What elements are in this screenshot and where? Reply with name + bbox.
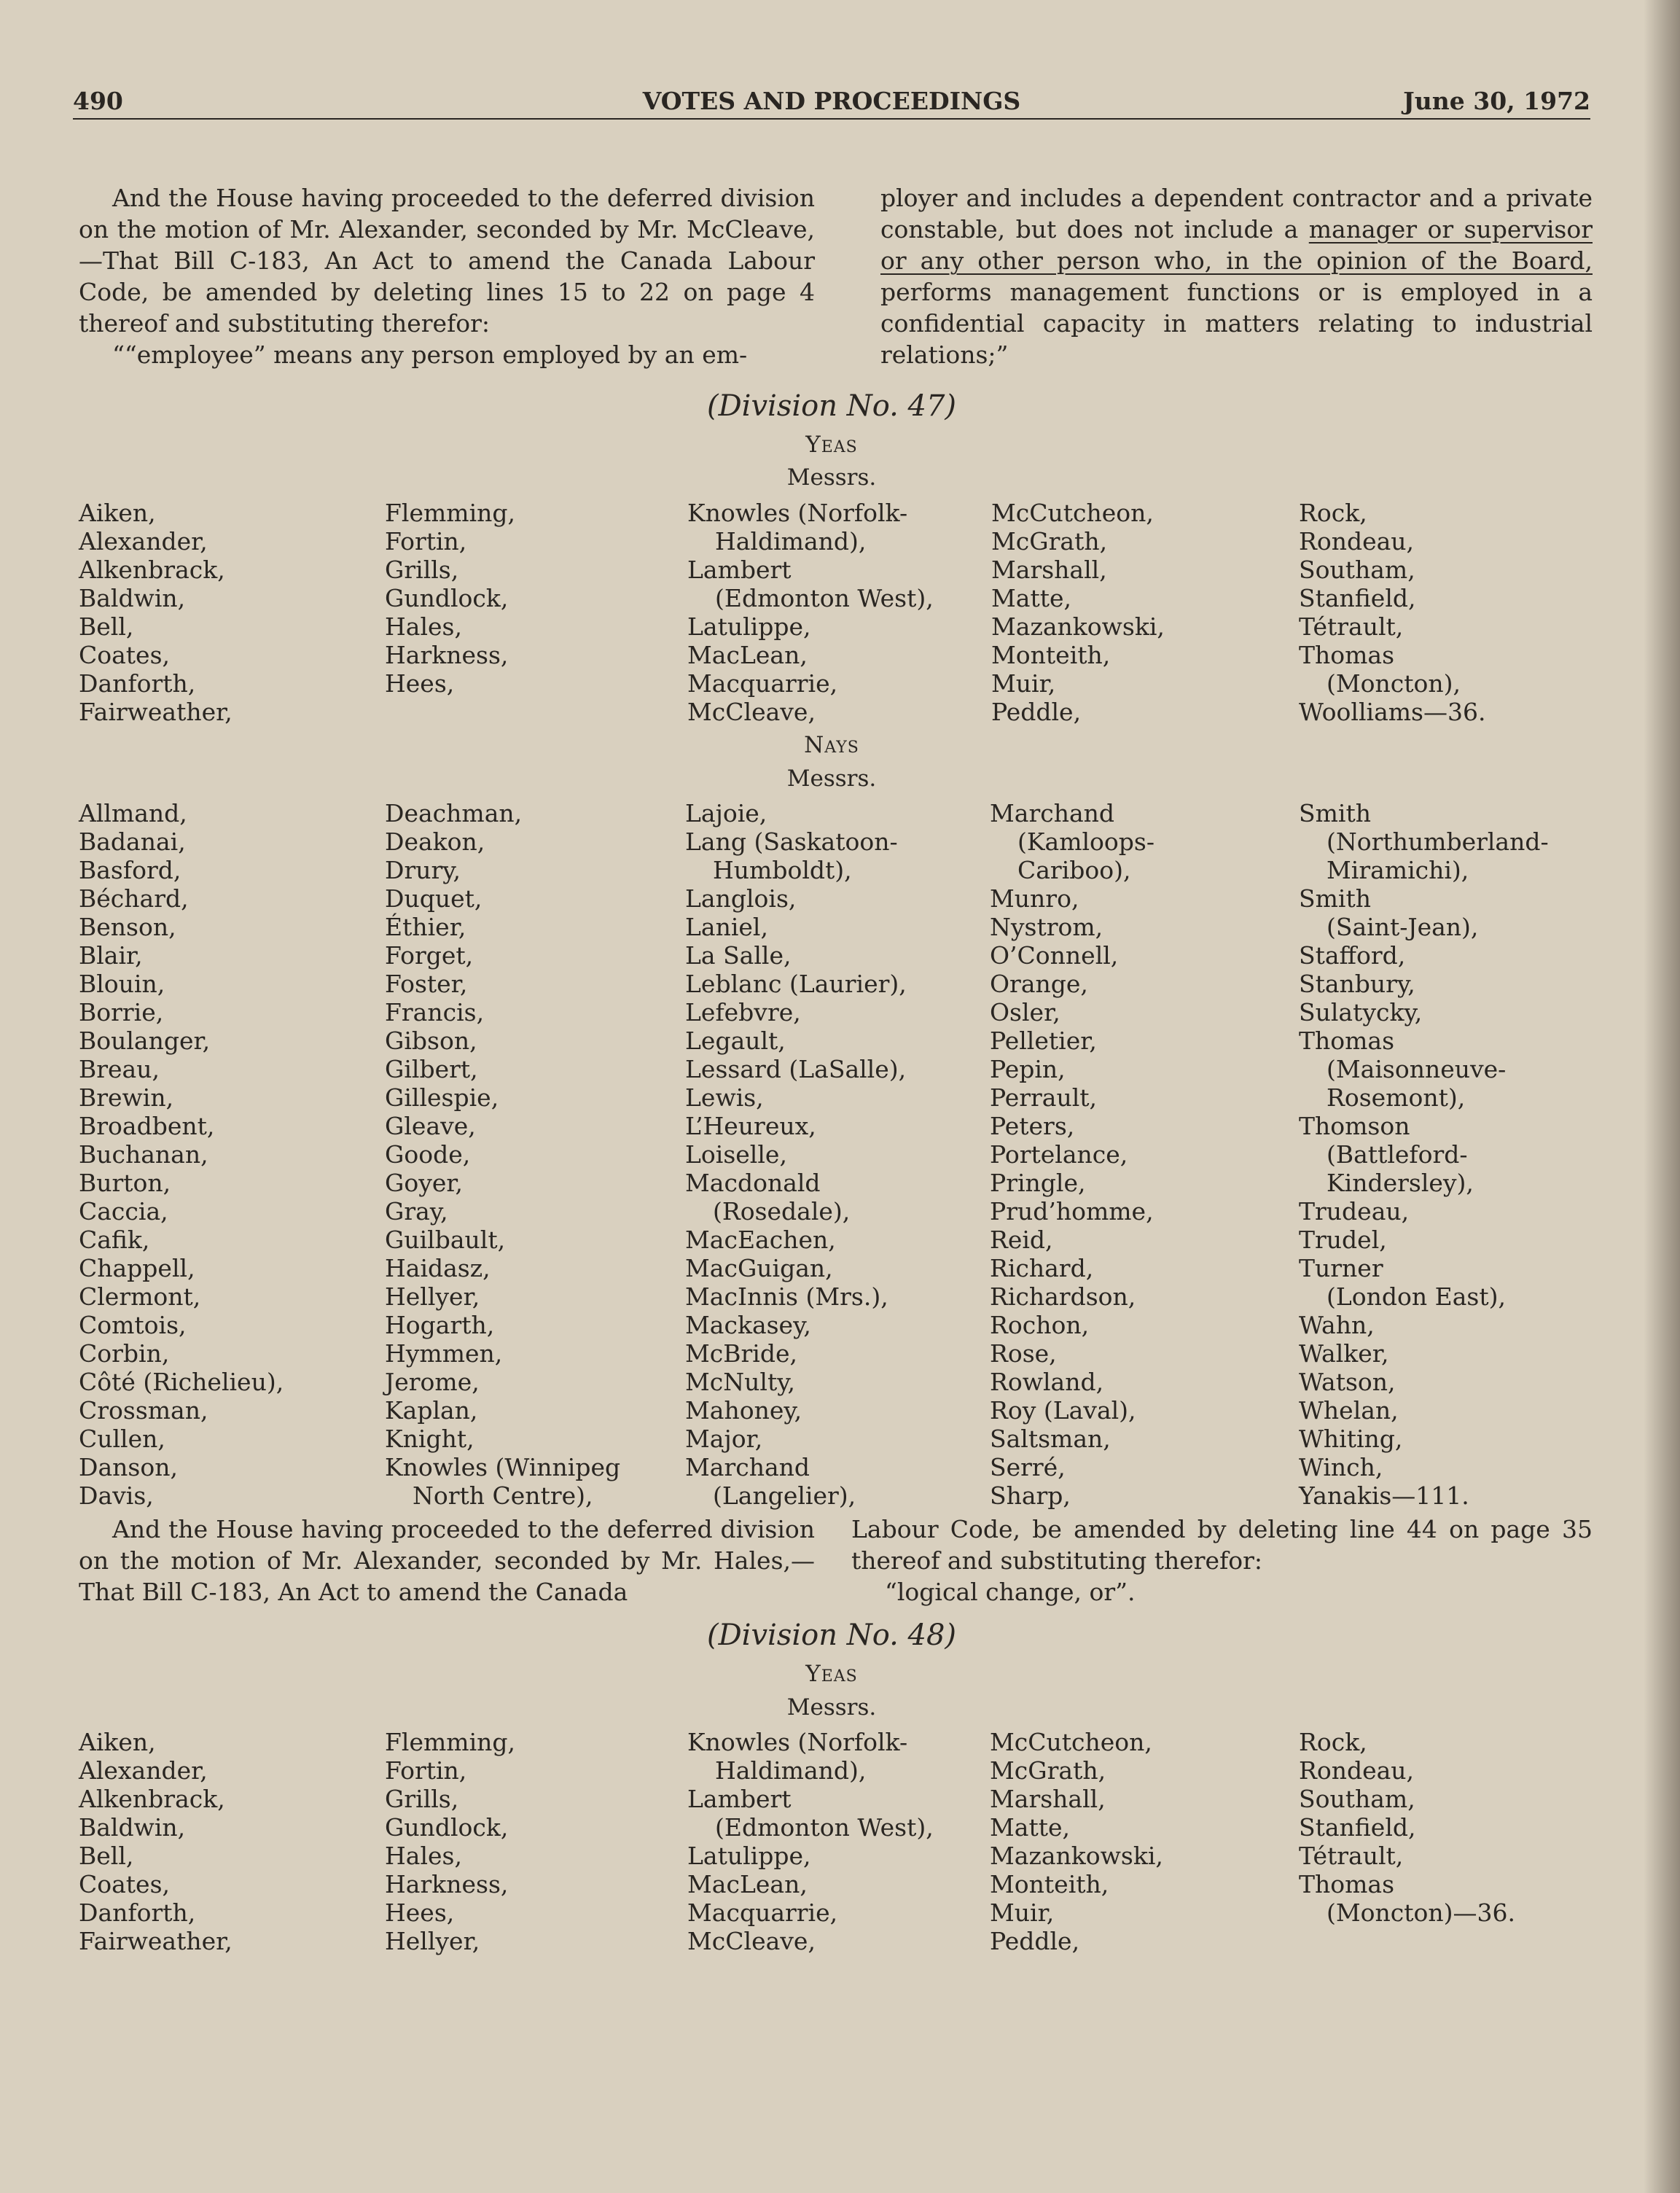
member-name: Loiselle,: [685, 1140, 787, 1169]
member-name: Haldimand),: [715, 527, 867, 556]
division-47-yeas-col-2: [385, 499, 515, 698]
member-name: McGrath,: [991, 527, 1108, 556]
member-name: Stafford,: [1299, 941, 1406, 970]
member-name: McBride,: [685, 1339, 797, 1368]
member-name: Rochon,: [990, 1311, 1090, 1339]
member-name: (Northumberland-: [1327, 827, 1549, 856]
member-name: McNulty,: [685, 1368, 795, 1396]
member-name: Rosemont),: [1327, 1083, 1466, 1112]
member-name: Marchand: [685, 1453, 810, 1481]
member-name: Fairweather,: [79, 698, 233, 726]
member-name: Lajoie,: [685, 799, 767, 827]
member-name: Aiken,: [79, 1728, 156, 1756]
member-name: Woolliams—36.: [1299, 698, 1486, 726]
member-name: Broadbent,: [79, 1112, 215, 1140]
member-name: Whelan,: [1299, 1396, 1399, 1425]
member-name: Breau,: [79, 1055, 160, 1083]
division-47-nays-col-5: [1299, 799, 1549, 1510]
member-name: Kindersley),: [1327, 1169, 1474, 1197]
member-name: Perrault,: [990, 1083, 1098, 1112]
member-name: Drury,: [385, 856, 461, 884]
member-name: Yanakis—111.: [1299, 1481, 1469, 1510]
member-name: North Centre),: [413, 1481, 593, 1510]
member-name: Knight,: [385, 1425, 474, 1453]
member-name: Knowles (Norfolk-: [687, 499, 908, 527]
member-name: Prud’homme,: [990, 1197, 1154, 1226]
member-name: Monteith,: [990, 1870, 1109, 1898]
member-name: Macquarrie,: [687, 669, 838, 698]
member-name: Southam,: [1299, 556, 1415, 584]
member-name: Tétrault,: [1299, 1842, 1404, 1870]
member-name: Serré,: [990, 1453, 1066, 1481]
member-name: Sulatycky,: [1299, 998, 1423, 1027]
division-47-nays-col-1: [79, 799, 284, 1510]
member-name: Gundlock,: [385, 1813, 509, 1842]
member-name: Mazankowski,: [991, 612, 1165, 641]
motion-1-continuation: ployer and includes a dependent contractor and a private constable, but does not include a manager or supervisor or any other person who, in the opinion of the Board, performs management functions or is employed in a confidential capacity in matters relating to industrial relations;”: [880, 184, 1593, 369]
division-47-nays-col-2: [385, 799, 620, 1510]
motion-1-quote: ““employee” means any person employed by an em-: [112, 340, 748, 369]
page-number: 490: [73, 87, 123, 115]
member-name: Turner: [1299, 1254, 1383, 1282]
member-name: Aiken,: [79, 499, 156, 527]
member-name: Thomson: [1299, 1112, 1410, 1140]
member-name: Cullen,: [79, 1425, 165, 1453]
page-header: [73, 86, 1590, 120]
member-name: Smith: [1299, 799, 1371, 827]
member-name: Alexander,: [79, 1756, 208, 1785]
page-date: June 30, 1972: [1403, 87, 1590, 115]
member-name: Matte,: [990, 1813, 1071, 1842]
member-name: Knowles (Norfolk-: [687, 1728, 908, 1756]
member-name: Clermont,: [79, 1282, 201, 1311]
division-47-yeas-messrs: Messrs.: [786, 464, 877, 491]
member-name: Thomas: [1299, 641, 1395, 669]
member-name: Sharp,: [990, 1481, 1071, 1510]
member-name: Grills,: [385, 1785, 459, 1813]
member-name: McCleave,: [687, 698, 816, 726]
member-name: L’Heureux,: [685, 1112, 816, 1140]
member-name: Hales,: [385, 612, 462, 641]
member-name: Fortin,: [385, 527, 467, 556]
division-47-nays-col-4: [990, 799, 1154, 1510]
member-name: Bell,: [79, 1842, 134, 1870]
member-name: Richard,: [990, 1254, 1094, 1282]
member-name: McCutcheon,: [990, 1728, 1152, 1756]
member-name: Comtois,: [79, 1311, 187, 1339]
motion-1-left: [79, 182, 815, 370]
member-name: Allmand,: [79, 799, 187, 827]
member-name: Marchand: [990, 799, 1115, 827]
member-name: Knowles (Winnipeg: [385, 1453, 621, 1481]
member-name: Wahn,: [1299, 1311, 1375, 1339]
member-name: MacGuigan,: [685, 1254, 833, 1282]
member-name: Mazankowski,: [990, 1842, 1163, 1870]
motion-1-text: And the House having proceeded to the deferred division on the motion of Mr. Alexander, seconded by Mr. McCleave,—That Bill C-183, An Act to amend the Canada Labour Code, be amended by deleting lines 15 to 22 on page 4 thereof and substituting therefor:: [79, 184, 815, 338]
member-name: Benson,: [79, 913, 176, 941]
member-name: Hees,: [385, 669, 455, 698]
member-name: Alkenbrack,: [79, 556, 225, 584]
member-name: Trudeau,: [1299, 1197, 1410, 1226]
member-name: Muir,: [990, 1898, 1055, 1927]
member-name: Hellyer,: [385, 1282, 480, 1311]
member-name: Basford,: [79, 856, 181, 884]
member-name: Miramichi),: [1327, 856, 1469, 884]
member-name: McCleave,: [687, 1927, 816, 1955]
member-name: Blouin,: [79, 970, 165, 998]
member-name: Legault,: [685, 1027, 786, 1055]
member-name: Thomas: [1299, 1027, 1395, 1055]
member-name: Stanfield,: [1299, 584, 1416, 612]
member-name: Macdonald: [685, 1169, 821, 1197]
member-name: Bell,: [79, 612, 134, 641]
member-name: Gillespie,: [385, 1083, 499, 1112]
division-48-yeas-label: Yeas: [805, 1661, 858, 1687]
member-name: (London East),: [1327, 1282, 1506, 1311]
member-name: Gibson,: [385, 1027, 477, 1055]
member-name: Harkness,: [385, 641, 509, 669]
member-name: Gray,: [385, 1197, 448, 1226]
division-47-nays-label: Nays: [804, 732, 859, 758]
motion-2-left: [79, 1514, 815, 1608]
member-name: Portelance,: [990, 1140, 1128, 1169]
member-name: Flemming,: [385, 499, 515, 527]
member-name: (Moncton),: [1327, 669, 1461, 698]
member-name: Boulanger,: [79, 1027, 211, 1055]
division-47-nays-col-3: [685, 799, 907, 1510]
member-name: Gleave,: [385, 1112, 476, 1140]
member-name: Lambert: [687, 556, 792, 584]
member-name: Rock,: [1299, 499, 1367, 527]
member-name: Buchanan,: [79, 1140, 208, 1169]
member-name: McGrath,: [990, 1756, 1106, 1785]
member-name: Brewin,: [79, 1083, 174, 1112]
division-47-yeas-col-1: [79, 499, 233, 726]
member-name: (Kamloops-: [1017, 827, 1154, 856]
member-name: Marshall,: [990, 1785, 1106, 1813]
motion-2-right: [851, 1514, 1593, 1608]
member-name: (Rosedale),: [713, 1197, 851, 1226]
member-name: (Edmonton West),: [715, 1813, 934, 1842]
member-name: Lambert: [687, 1785, 792, 1813]
member-name: Blair,: [79, 941, 143, 970]
motion-2-continuation: Labour Code, be amended by deleting line 44 on page 35 thereof and substituting therefor:: [851, 1515, 1593, 1575]
member-name: Smith: [1299, 884, 1371, 913]
division-48-yeas-col-1: [79, 1728, 233, 1955]
member-name: Rondeau,: [1299, 1756, 1415, 1785]
member-name: Lessard (LaSalle),: [685, 1055, 907, 1083]
member-name: Deakon,: [385, 827, 485, 856]
member-name: Peters,: [990, 1112, 1075, 1140]
member-name: Reid,: [990, 1226, 1053, 1254]
member-name: La Salle,: [685, 941, 792, 970]
member-name: Francis,: [385, 998, 485, 1027]
member-name: Whiting,: [1299, 1425, 1403, 1453]
member-name: Rose,: [990, 1339, 1057, 1368]
member-name: (Battleford-: [1327, 1140, 1468, 1169]
member-name: (Edmonton West),: [715, 584, 934, 612]
member-name: Macquarrie,: [687, 1898, 838, 1927]
division-47-yeas-col-5: [1299, 499, 1485, 726]
member-name: Kaplan,: [385, 1396, 478, 1425]
member-name: Stanfield,: [1299, 1813, 1416, 1842]
member-name: Burton,: [79, 1169, 171, 1197]
member-name: Lewis,: [685, 1083, 764, 1112]
division-47-yeas-col-3: [687, 499, 934, 726]
motion-1-right: [880, 182, 1593, 370]
member-name: Éthier,: [385, 913, 466, 941]
member-name: Gilbert,: [385, 1055, 478, 1083]
member-name: Latulippe,: [687, 1842, 811, 1870]
division-48-yeas-col-2: [385, 1728, 515, 1955]
division-48-yeas-messrs: Messrs.: [786, 1694, 877, 1721]
member-name: Tétrault,: [1299, 612, 1404, 641]
member-name: Rondeau,: [1299, 527, 1415, 556]
member-name: Cafik,: [79, 1226, 150, 1254]
member-name: Deachman,: [385, 799, 523, 827]
member-name: Peddle,: [990, 1927, 1080, 1955]
member-name: Crossman,: [79, 1396, 208, 1425]
member-name: Baldwin,: [79, 584, 186, 612]
member-name: Nystrom,: [990, 913, 1103, 941]
member-name: Haldimand),: [715, 1756, 867, 1785]
member-name: Goyer,: [385, 1169, 464, 1197]
member-name: Foster,: [385, 970, 468, 998]
member-name: Hellyer,: [385, 1927, 480, 1955]
member-name: (Moncton)—36.: [1327, 1898, 1516, 1927]
member-name: O’Connell,: [990, 941, 1119, 970]
member-name: Goode,: [385, 1140, 471, 1169]
member-name: Pringle,: [990, 1169, 1086, 1197]
member-name: Fortin,: [385, 1756, 467, 1785]
member-name: Rock,: [1299, 1728, 1367, 1756]
member-name: MacEachen,: [685, 1226, 836, 1254]
member-name: Humboldt),: [713, 856, 852, 884]
member-name: Monteith,: [991, 641, 1111, 669]
member-name: Langlois,: [685, 884, 797, 913]
member-name: Richardson,: [990, 1282, 1136, 1311]
division-48-yeas-col-3: [687, 1728, 934, 1955]
division-47-yeas-label: Yeas: [805, 432, 858, 458]
member-name: Cariboo),: [1017, 856, 1131, 884]
member-name: Southam,: [1299, 1785, 1415, 1813]
member-name: Trudel,: [1299, 1226, 1387, 1254]
underlined-amendment: manager or supervisor or any other person who, in the opinion of the Board,: [880, 215, 1593, 275]
member-name: Roy (Laval),: [990, 1396, 1136, 1425]
member-name: Fairweather,: [79, 1927, 233, 1955]
member-name: (Maisonneuve-: [1327, 1055, 1507, 1083]
member-name: Osler,: [990, 998, 1060, 1027]
member-name: (Langelier),: [713, 1481, 856, 1510]
member-name: Baldwin,: [79, 1813, 186, 1842]
member-name: Harkness,: [385, 1870, 509, 1898]
member-name: Duquet,: [385, 884, 482, 913]
member-name: Caccia,: [79, 1197, 168, 1226]
member-name: MacLean,: [687, 1870, 808, 1898]
member-name: Danson,: [79, 1453, 178, 1481]
member-name: Walker,: [1299, 1339, 1389, 1368]
member-name: Thomas: [1299, 1870, 1395, 1898]
member-name: Mackasey,: [685, 1311, 811, 1339]
member-name: Pepin,: [990, 1055, 1066, 1083]
member-name: Coates,: [79, 1870, 171, 1898]
member-name: (Saint-Jean),: [1327, 913, 1479, 941]
member-name: Guilbault,: [385, 1226, 506, 1254]
member-name: Stanbury,: [1299, 970, 1415, 998]
member-name: Flemming,: [385, 1728, 515, 1756]
member-name: Badanai,: [79, 827, 186, 856]
motion-2-quote: “logical change, or”.: [885, 1578, 1136, 1606]
member-name: Côté (Richelieu),: [79, 1368, 284, 1396]
member-name: Mahoney,: [685, 1396, 802, 1425]
member-name: MacInnis (Mrs.),: [685, 1282, 888, 1311]
member-name: Danforth,: [79, 669, 196, 698]
member-name: Béchard,: [79, 884, 189, 913]
member-name: Danforth,: [79, 1898, 196, 1927]
member-name: MacLean,: [687, 641, 808, 669]
member-name: Borrie,: [79, 998, 164, 1027]
member-name: Haidasz,: [385, 1254, 491, 1282]
member-name: Jerome,: [385, 1368, 480, 1396]
member-name: Major,: [685, 1425, 763, 1453]
member-name: Hogarth,: [385, 1311, 495, 1339]
division-47-yeas-col-4: [991, 499, 1165, 726]
member-name: Pelletier,: [990, 1027, 1097, 1055]
member-name: Grills,: [385, 556, 459, 584]
member-name: Davis,: [79, 1481, 154, 1510]
member-name: Forget,: [385, 941, 474, 970]
division-48-title: (Division No. 48): [706, 1619, 957, 1652]
member-name: Hymmen,: [385, 1339, 503, 1368]
member-name: Orange,: [990, 970, 1088, 998]
member-name: Muir,: [991, 669, 1056, 698]
member-name: Hales,: [385, 1842, 462, 1870]
member-name: Peddle,: [991, 698, 1082, 726]
member-name: Saltsman,: [990, 1425, 1111, 1453]
member-name: Matte,: [991, 584, 1072, 612]
member-name: Munro,: [990, 884, 1079, 913]
motion-2-text: And the House having proceeded to the deferred division on the motion of Mr. Alexander, seconded by Mr. Hales,—That Bill C-183, An Act to amend the Canada: [79, 1515, 815, 1606]
member-name: Coates,: [79, 641, 171, 669]
division-48-yeas-col-5: [1299, 1728, 1515, 1927]
member-name: Winch,: [1299, 1453, 1383, 1481]
member-name: Lang (Saskatoon-: [685, 827, 898, 856]
member-name: Laniel,: [685, 913, 768, 941]
member-name: Gundlock,: [385, 584, 509, 612]
member-name: Rowland,: [990, 1368, 1104, 1396]
page-edge-shadow: [1644, 0, 1680, 2193]
running-title: VOTES AND PROCEEDINGS: [642, 87, 1021, 115]
member-name: Watson,: [1299, 1368, 1396, 1396]
member-name: Alkenbrack,: [79, 1785, 225, 1813]
division-47-nays-messrs: Messrs.: [786, 766, 877, 792]
member-name: Lefebvre,: [685, 998, 801, 1027]
division-48-yeas-col-4: [990, 1728, 1163, 1955]
member-name: Marshall,: [991, 556, 1107, 584]
division-47-title: (Division No. 47): [706, 389, 957, 423]
member-name: Latulippe,: [687, 612, 811, 641]
member-name: Leblanc (Laurier),: [685, 970, 907, 998]
member-name: Alexander,: [79, 527, 208, 556]
member-name: Chappell,: [79, 1254, 195, 1282]
member-name: Corbin,: [79, 1339, 170, 1368]
member-name: Hees,: [385, 1898, 455, 1927]
member-name: McCutcheon,: [991, 499, 1154, 527]
